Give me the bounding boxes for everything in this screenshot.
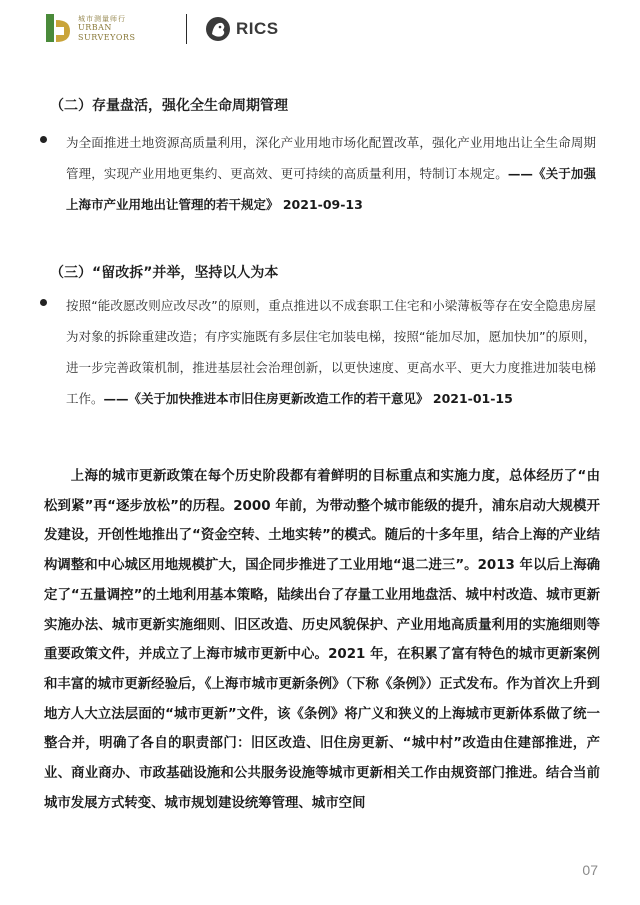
section-title-2: （二）存量盘活，强化全生命周期管理 <box>50 98 288 114</box>
rics-logo-text: RICS <box>236 19 279 38</box>
logo-english-line2: SURVEYORS <box>78 33 136 42</box>
bullet-icon <box>40 136 47 143</box>
bullet-text <box>66 127 596 220</box>
logo-divider <box>186 14 187 44</box>
rics-lion-icon <box>204 14 232 44</box>
page-number: 07 <box>582 862 598 878</box>
logo-english-line1: URBAN <box>78 23 112 32</box>
section-title-3: （三）“留改拆”并举，坚持以人为本 <box>50 265 279 281</box>
body-paragraph: 上海的城市更新政策在每个历史阶段都有着鲜明的目标重点和实施力度，总体经历了“由松到紧”再“逐步放松”的历程。2000 年前，为带动整个城市能级的提升，浦东启动大规模开发建设，开创性地推出了“资金空转、土地实转”的模式。随后的十多年里，结合上海的产业结构调整和中心城区用地规模扩大，国企同步推进了工业用地“退二进三”。2013 年以后上海确定了“五量调控”的土地利用基本策略，陆续出台了存量工业用地盘活、城中村改造、城市更新实施办法、城市更新实施细则、旧区改造、历史风貌保护、产业用地高质量利用的实施细则等重要政策文件，并成立了上海市城市更新中心。2021 年，在积累了富有特色的城市更新案例和丰富的城市更新经验后，《上海市城市更新条例》（下称《条例》）正式发布。作为首次上升到地方人大立法层面的“城市更新”文件，该《条例》将广义和狭义的上海城市更新体系做了统一整合并，明确了各自的职责部门：旧区改造、旧住房更新、“城中村”改造由住建部推进，产业、商业商办、市政基础设施和公共服务设施等城市更新相关工作由规资部门推进。结合当前城市发展方式转变、城市规划建设统筹管理、城市空间 <box>44 469 600 811</box>
policy-reference: ——《关于加快推进本市旧住房更新改造工作的若干意见》 2021-01-15 <box>103 391 513 406</box>
bullet-body: 为全面推进土地资源高质量利用，深化产业用地市场化配置改革，强化产业用地出让全生命周期管理，实现产业用地更集约、更高效、更可持续的高质量利用，特制订本规定。 <box>66 135 596 181</box>
logo-chinese-name: 城市测量师行 <box>78 15 126 23</box>
page-header <box>44 10 304 50</box>
bullet-body: 按照“能改愿改则应改尽改”的原则，重点推进以不成套职工住宅和小梁薄板等存在安全隐患房屋为对象的拆除重建改造；有序实施既有多层住宅加装电梯，按照“能加尽加，愿加快加”的原则，进一步完善政策机制，推进基层社会治理创新，以更快速度、更高水平、更大力度推进加装电梯工作。 <box>66 298 596 406</box>
policy-reference: ——《关于加强上海市产业用地出让管理的若干规定》 2021-09-13 <box>66 166 596 212</box>
urban-surveyors-logo-icon <box>44 12 74 44</box>
bullet-icon <box>40 299 47 306</box>
bullet-text <box>66 290 596 414</box>
